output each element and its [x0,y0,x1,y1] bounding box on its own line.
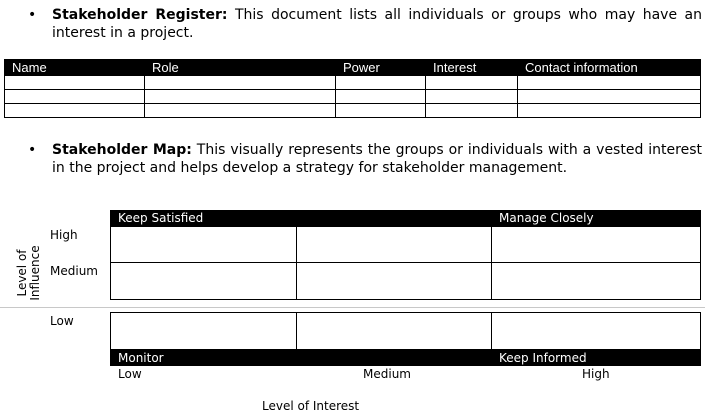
table-cell[interactable] [518,90,701,104]
table-cell[interactable] [518,104,701,118]
column-divider [491,312,492,350]
x-level-high: High [582,367,610,381]
column-header-interest: Interest [426,60,518,76]
map-description: This visually represents the groups or individuals with a vested interest in the project and helps develop a strategy for stakeholder management. [52,142,702,176]
table-cell[interactable] [336,76,426,90]
x-level-medium: Medium [363,367,411,381]
x-axis-title: Level of Interest [262,399,360,413]
quadrant-label-keep-satisfied: Keep Satisfied [118,211,204,225]
page-break-line [0,307,705,308]
y-axis-title-line2: Influence [28,245,42,301]
table-cell[interactable] [145,76,336,90]
quadrant-label-keep-informed: Keep Informed [499,351,587,365]
map-heading: Stakeholder Map: [52,142,192,158]
table-row [5,76,701,90]
table-header-row [5,60,701,76]
register-paragraph [28,6,702,42]
row-divider [110,262,701,263]
register-text [52,6,702,42]
bullet-icon: • [28,142,37,158]
quadrant-label-monitor: Monitor [118,351,164,365]
quadrant-label-manage-closely: Manage Closely [499,211,594,225]
table-cell[interactable] [426,76,518,90]
table-cell[interactable] [426,90,518,104]
bullet-icon: • [28,7,37,23]
register-description: This document lists all individuals or groups who may have an interest in a project. [52,7,703,41]
table-row [5,104,701,118]
y-axis-title-line1: Level of [15,249,29,297]
table-cell[interactable] [145,90,336,104]
table-cell[interactable] [426,104,518,118]
stakeholder-register-table [4,59,701,118]
table-row [5,90,701,104]
column-divider [296,226,297,300]
table-cell[interactable] [5,90,145,104]
column-header-name: Name [5,60,145,76]
column-header-contact: Contact information [518,60,701,76]
table-cell[interactable] [5,104,145,118]
top-quadrant-bar [110,210,701,226]
table-cell[interactable] [145,104,336,118]
upper-grid [110,226,701,300]
x-level-low: Low [118,367,142,381]
y-level-high: High [50,228,78,242]
column-divider [491,226,492,300]
table-cell[interactable] [336,90,426,104]
bottom-quadrant-bar [110,350,701,366]
y-level-medium: Medium [50,264,98,278]
table-cell[interactable] [5,76,145,90]
map-text [52,141,702,177]
column-header-power: Power [336,60,426,76]
map-paragraph [28,141,702,177]
y-axis-title [16,238,46,308]
table-cell[interactable] [336,104,426,118]
register-heading: Stakeholder Register: [52,7,228,23]
lower-grid [110,312,701,350]
column-divider [296,312,297,350]
y-level-low: Low [50,314,74,328]
column-header-role: Role [145,60,336,76]
table-cell[interactable] [518,76,701,90]
